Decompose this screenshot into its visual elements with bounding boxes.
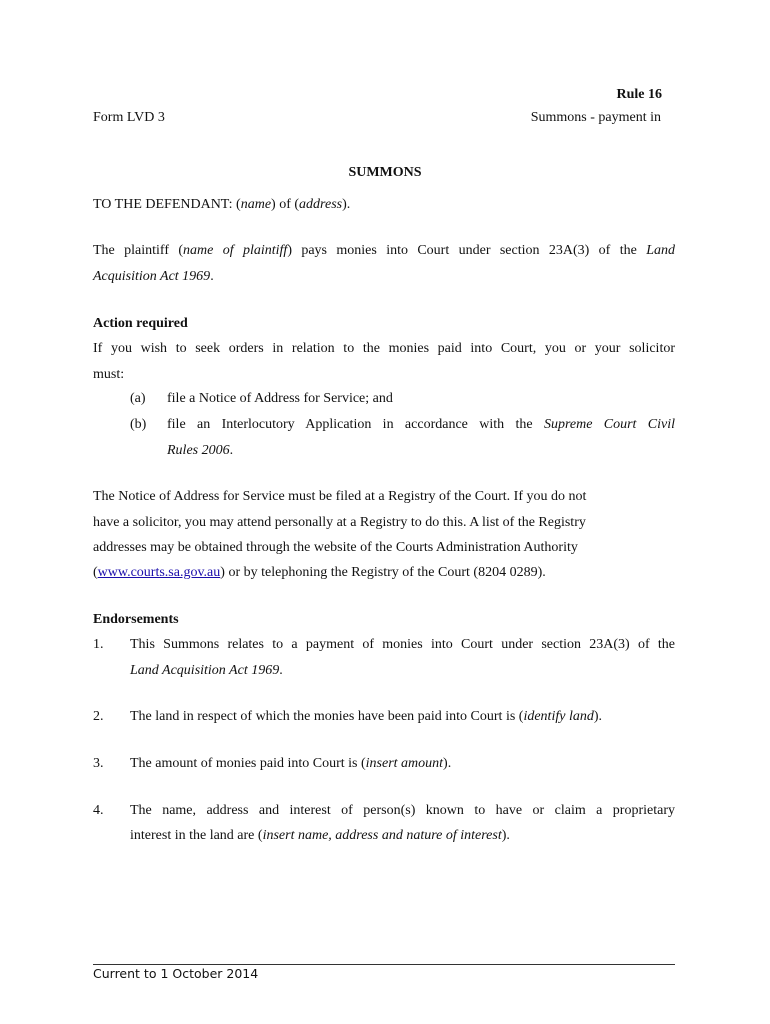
plaintiff-text-b: ) pays monies into Court under section 23A(3) of the <box>287 243 637 258</box>
to-defendant-line <box>93 197 350 213</box>
rule-number: Rule 16 <box>616 87 662 102</box>
endorsement-2-end: ). <box>593 709 603 724</box>
form-number: Form LVD 3 <box>93 110 165 125</box>
endorsement-4-line2 <box>130 828 510 844</box>
endorsement-1-line2 <box>130 663 283 679</box>
act-name-part2: Acquisition Act 1969 <box>93 269 211 284</box>
notice-open-paren: ( <box>93 565 98 580</box>
endorsement-2-placeholder: identify land <box>523 709 594 724</box>
action-required-line2: must: <box>93 367 125 382</box>
to-defendant-prefix: TO THE DEFENDANT: ( <box>93 197 241 212</box>
to-defendant-suffix: ). <box>342 197 351 212</box>
plaintiff-text-a: The plaintiff ( <box>93 243 184 258</box>
action-required-line1: If you wish to seek orders in relation to the monies paid into Court, you or your solicitor <box>93 341 675 356</box>
form-subtitle: Summons - payment in <box>530 110 661 125</box>
act-name-part1: Land <box>646 243 675 258</box>
endorsement-3-end: ). <box>443 756 452 771</box>
action-item-b-line2 <box>167 443 233 459</box>
endorsement-1-line1: This Summons relates to a payment of monies into Court under section 23A(3) of the <box>130 637 675 652</box>
endorsement-1-number: 1. <box>93 637 104 652</box>
endorsement-1-end: . <box>279 663 283 678</box>
action-item-a-text: file a Notice of Address for Service; and <box>167 391 393 406</box>
endorsement-2-text-a: The land in respect of which the monies have been paid into Court is ( <box>130 709 524 724</box>
action-item-a-label: (a) <box>130 391 146 406</box>
plaintiff-paragraph-line2 <box>93 269 214 285</box>
endorsement-4-placeholder: insert name, address and nature of interest <box>262 828 502 843</box>
plaintiff-paragraph-line1 <box>93 243 675 259</box>
action-item-b-text: file an Interlocutory Application in accordance with the <box>167 417 533 432</box>
action-item-b-label: (b) <box>130 417 147 432</box>
endorsement-3-text <box>130 756 451 772</box>
endorsement-4-line1: The name, address and interest of person(s) known to have or claim a proprietary <box>130 803 675 818</box>
defendant-address-placeholder: address <box>299 197 343 212</box>
rules-name-part1: Supreme Court Civil <box>543 417 676 432</box>
footer-currency-note: Current to 1 October 2014 <box>93 966 259 981</box>
endorsements-heading: Endorsements <box>93 612 179 627</box>
courts-website-link[interactable]: www.courts.sa.gov.au <box>97 565 221 580</box>
document-title: SUMMONS <box>348 165 422 180</box>
endorsement-4-number: 4. <box>93 803 104 818</box>
endorsement-3-text-a: The amount of monies paid into Court is ( <box>130 756 366 771</box>
defendant-name-placeholder: name <box>240 197 272 212</box>
endorsement-3-number: 3. <box>93 756 104 771</box>
action-required-heading: Action required <box>93 316 188 331</box>
notice-line3: addresses may be obtained through the website of the Courts Administration Authority <box>93 540 578 555</box>
endorsement-2-text <box>130 709 602 725</box>
notice-line2: have a solicitor, you may attend personally at a Registry to do this. A list of the Registry <box>93 515 586 530</box>
plaintiff-paragraph-end: . <box>210 269 214 284</box>
action-item-b-end: . <box>229 443 234 458</box>
notice-line4-rest: ) or by telephoning the Registry of the Court (8204 0289). <box>220 565 546 580</box>
plaintiff-name-placeholder: name of plaintiff <box>183 243 288 258</box>
endorsement-4-end: ). <box>501 828 510 843</box>
footer-divider <box>93 964 675 965</box>
endorsement-4-text-a: interest in the land are ( <box>130 828 263 843</box>
endorsement-1-act: Land Acquisition Act 1969 <box>130 663 280 678</box>
notice-line4 <box>93 565 546 581</box>
action-item-b-line1 <box>167 417 675 433</box>
notice-line1: The Notice of Address for Service must be filed at a Registry of the Court. If you do not <box>93 489 587 504</box>
to-defendant-mid: ) of ( <box>271 197 300 212</box>
endorsement-3-placeholder: insert amount <box>365 756 444 771</box>
rules-name-part2: Rules 2006 <box>167 443 230 458</box>
endorsement-2-number: 2. <box>93 709 104 724</box>
